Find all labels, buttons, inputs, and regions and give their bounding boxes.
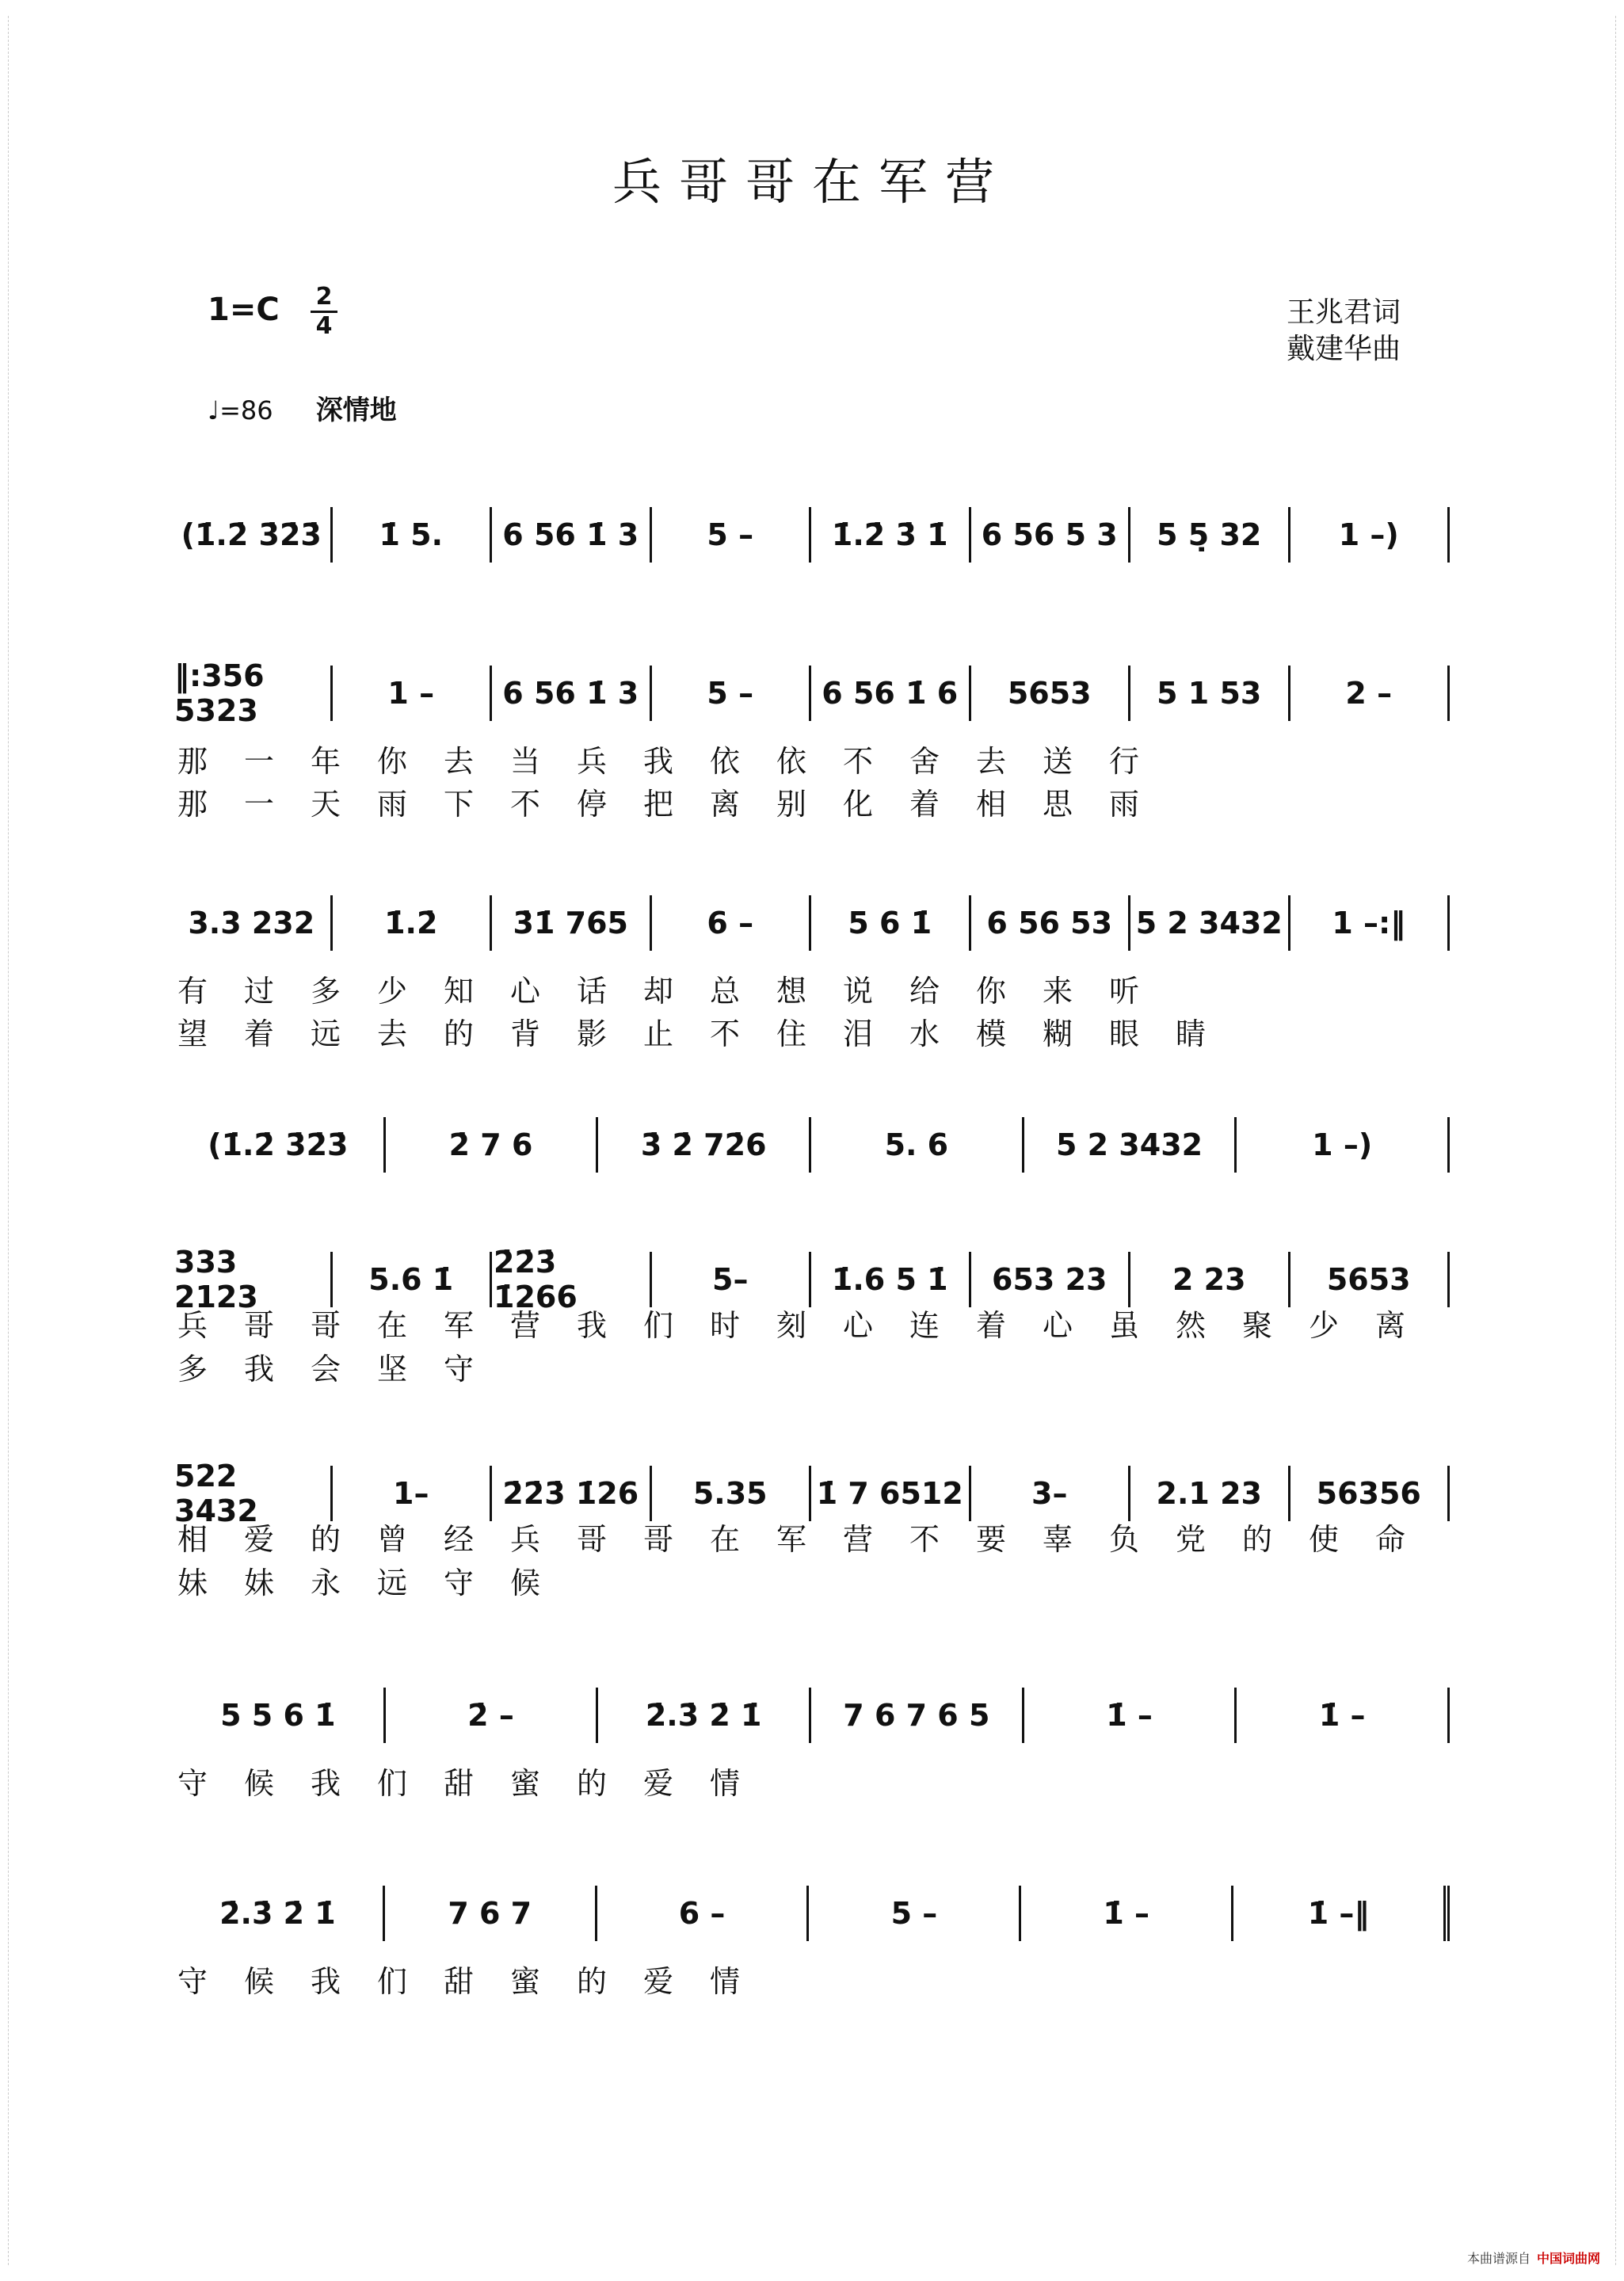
measure-notes: 2̇.3̇ 2̇ 1̇	[645, 1698, 762, 1733]
source-footer	[1467, 2249, 1600, 2267]
lyrics-line: 守候我们甜蜜的爱情	[177, 1963, 777, 1999]
measure	[1233, 1886, 1450, 1941]
measure	[173, 1459, 333, 1528]
measure	[173, 1688, 386, 1743]
measure-notes: 1̇.2̇ 3̇ 1̇	[831, 517, 948, 552]
measure	[597, 1886, 810, 1941]
composer: 戴建华曲	[1286, 333, 1401, 365]
measure-notes: 2̇.3̇ 2̇ 1̇	[219, 1896, 336, 1931]
credits	[1287, 295, 1401, 368]
lyrics-line: 那一年你去当兵我依依不舍去送行	[177, 743, 1176, 779]
measure	[811, 507, 971, 563]
measure	[652, 507, 812, 563]
measure	[598, 1688, 811, 1743]
measure-notes: 5 5̣ 32	[1157, 517, 1262, 552]
left-margin-watermark-strip	[0, 16, 9, 2265]
staff-line	[173, 650, 1450, 737]
measure-notes: 6 –	[678, 1896, 726, 1931]
lyrics-line: 守候我们甜蜜的爱情	[177, 1765, 777, 1801]
lyrics-line: 相爱的曾经兵哥哥在军营不要辜负党的使命妹妹永远守候	[177, 1522, 1443, 1600]
measure	[971, 507, 1131, 563]
measure-notes: 5.35	[692, 1476, 768, 1511]
measure	[492, 1466, 652, 1521]
measure-notes: 5.6 1̇	[368, 1262, 454, 1297]
measure-notes: 5 1 53	[1157, 676, 1262, 711]
measure	[173, 895, 333, 951]
measure	[492, 1245, 652, 1314]
measure-notes: (1̇.2̇ 3̇2̇3̇	[208, 1127, 349, 1162]
source-brand: 中国词曲网	[1536, 2251, 1600, 2266]
score-system	[173, 1101, 1450, 1188]
time-signature-top: 2	[315, 283, 333, 311]
measure-notes: 3–	[1031, 1476, 1068, 1511]
measure-notes: 6 56 53	[986, 906, 1113, 940]
measure	[1290, 507, 1451, 563]
right-margin-watermark-strip	[1615, 16, 1624, 2265]
measure-notes: 1–	[393, 1476, 429, 1511]
measure	[1130, 895, 1290, 951]
measure-notes: 1̇ –	[1318, 1698, 1366, 1733]
measure-notes: 2̇ 7 6	[448, 1127, 533, 1162]
time-signature	[311, 284, 337, 340]
staff-line	[173, 1101, 1450, 1188]
measure	[173, 507, 333, 563]
measure	[333, 1466, 493, 1521]
measure	[809, 1886, 1021, 1941]
measure-notes: 6 –	[707, 906, 754, 940]
lyrics-line: 望着远去的背影止不住泪水模糊眼睛	[177, 1016, 1243, 1051]
staff-line	[173, 1672, 1450, 1759]
measure	[1130, 1466, 1290, 1521]
measure	[492, 666, 652, 721]
measure-notes: 5 2 3432	[1055, 1127, 1203, 1162]
measure	[971, 895, 1131, 951]
measure	[811, 1688, 1024, 1743]
measure-notes: 5 5 6 1̇	[220, 1698, 336, 1733]
measure	[173, 1117, 386, 1173]
measure	[333, 1252, 493, 1307]
measure-notes: 2 23	[1172, 1262, 1246, 1297]
measure	[971, 1466, 1131, 1521]
score-system	[173, 879, 1450, 1052]
measure	[173, 658, 333, 728]
measure-notes: 1̇ 5.	[379, 517, 444, 552]
lyrics-line: 兵哥哥在军营我们时刻心连着心虽然聚少离多我会坚守	[177, 1308, 1443, 1387]
measure-notes: ‖:356 5323	[174, 658, 265, 728]
measure	[492, 507, 652, 563]
measure-notes: 3̇1̇ 765	[513, 906, 628, 940]
measure	[652, 895, 812, 951]
measure	[333, 895, 493, 951]
measure	[811, 895, 971, 951]
staff-line	[173, 879, 1450, 967]
song-title: 兵哥哥在军营	[612, 153, 1012, 211]
measure	[652, 666, 812, 721]
measure	[1130, 507, 1290, 563]
score-system	[173, 650, 1450, 822]
measure-notes: 5653	[1326, 1262, 1411, 1297]
measure-notes: 6 56 1̇ 6	[822, 676, 959, 711]
measure-notes: 1 –	[387, 676, 435, 711]
measure-notes: 5 6 1̇	[848, 906, 932, 940]
measure	[652, 1252, 812, 1307]
measure	[1021, 1886, 1233, 1941]
measure	[1290, 895, 1451, 951]
measure	[333, 507, 493, 563]
measure-notes: 3̇ 2̇ 72̇6	[640, 1127, 767, 1162]
measure-notes: 7 6 7	[448, 1896, 532, 1931]
score-system	[173, 1870, 1450, 2000]
measure-notes: (1̇.2̇ 3̇2̇3̇	[181, 517, 322, 552]
measure-notes: 1̇ –‖	[1307, 1896, 1370, 1931]
measure-notes: 522 3432	[174, 1459, 258, 1528]
measure	[385, 1886, 597, 1941]
measure-notes: 3.3 232	[188, 906, 315, 940]
measure	[598, 1117, 811, 1173]
measure	[386, 1117, 599, 1173]
measure-notes: 1 –:‖	[1332, 906, 1406, 940]
measure-notes: 333 2123	[174, 1245, 258, 1314]
measure-notes: 6 56 5 3	[981, 517, 1118, 552]
measure	[811, 1466, 971, 1521]
measure-notes: 5653	[1007, 676, 1092, 711]
measure	[971, 1252, 1131, 1307]
score-system	[173, 1672, 1450, 1802]
score-system	[173, 491, 1450, 578]
staff-line	[173, 1870, 1450, 1957]
measure-notes: 2.1 23	[1156, 1476, 1262, 1511]
measure	[386, 1688, 599, 1743]
measure	[1024, 1117, 1237, 1173]
measure	[1290, 666, 1451, 721]
measure	[811, 1117, 1024, 1173]
measure-notes: 2 –	[1345, 676, 1393, 711]
measure-notes: 5 –	[707, 676, 754, 711]
source-text: 本曲谱源自	[1466, 2251, 1531, 2266]
lyricist: 王兆君词	[1286, 296, 1401, 329]
measure-notes: 2̇2̇3̇ 1̇26	[502, 1476, 639, 1511]
key-signature: 1=C	[208, 292, 280, 328]
score-system	[173, 1236, 1450, 1387]
measure-notes: 2̇ –	[467, 1698, 514, 1733]
expression-mark: 深情地	[315, 395, 397, 426]
time-signature-bottom: 4	[311, 311, 337, 340]
measure-notes: 5 –	[890, 1896, 938, 1931]
measure	[173, 1245, 333, 1314]
measure	[811, 1252, 971, 1307]
tempo-value: ♩=86	[208, 395, 273, 425]
measure-notes: 1 –)	[1338, 517, 1399, 552]
measure	[811, 666, 971, 721]
measure-notes: 1 –)	[1312, 1127, 1373, 1162]
measure-notes: 1̇.2̇	[384, 906, 438, 940]
measure-notes: 56356	[1316, 1476, 1421, 1511]
measure	[1237, 1688, 1450, 1743]
measure	[971, 666, 1131, 721]
measure-notes: 1̇ 7 6512	[816, 1476, 963, 1511]
tempo-marking	[208, 388, 397, 427]
measure-notes: 5–	[712, 1262, 749, 1297]
measure-notes: 5 –	[707, 517, 754, 552]
measure-notes: 5 2 3432	[1135, 906, 1283, 940]
measure	[1130, 1252, 1290, 1307]
lyrics-line: 那一天雨下不停把离别化着相思雨	[177, 786, 1176, 822]
measure-notes: 653 23	[992, 1262, 1107, 1297]
measure	[173, 1886, 385, 1941]
staff-line	[173, 491, 1450, 578]
measure	[1290, 1252, 1451, 1307]
measure-notes: 1̇ –	[1106, 1698, 1153, 1733]
measure	[1024, 1688, 1237, 1743]
measure	[1290, 1466, 1451, 1521]
score-system	[173, 1450, 1450, 1600]
measure-notes: 2̇2̇3̇ 1̇266	[494, 1245, 578, 1314]
measure-notes: 1̇.6 5 1̇	[831, 1262, 948, 1297]
measure-notes: 6 56 1̇ 3	[502, 676, 639, 711]
measure	[492, 895, 652, 951]
measure-notes: 1̇ –	[1103, 1896, 1150, 1931]
lyrics-line: 有过多少知心话却总想说给你来听	[177, 973, 1176, 1009]
measure	[652, 1466, 812, 1521]
measure	[333, 666, 493, 721]
measure	[1237, 1117, 1450, 1173]
measure-notes: 7 6 7 6 5	[843, 1698, 990, 1733]
measure-notes: 5. 6	[884, 1127, 949, 1162]
measure	[1130, 666, 1290, 721]
measure-notes: 6 56 1̇ 3	[502, 517, 639, 552]
